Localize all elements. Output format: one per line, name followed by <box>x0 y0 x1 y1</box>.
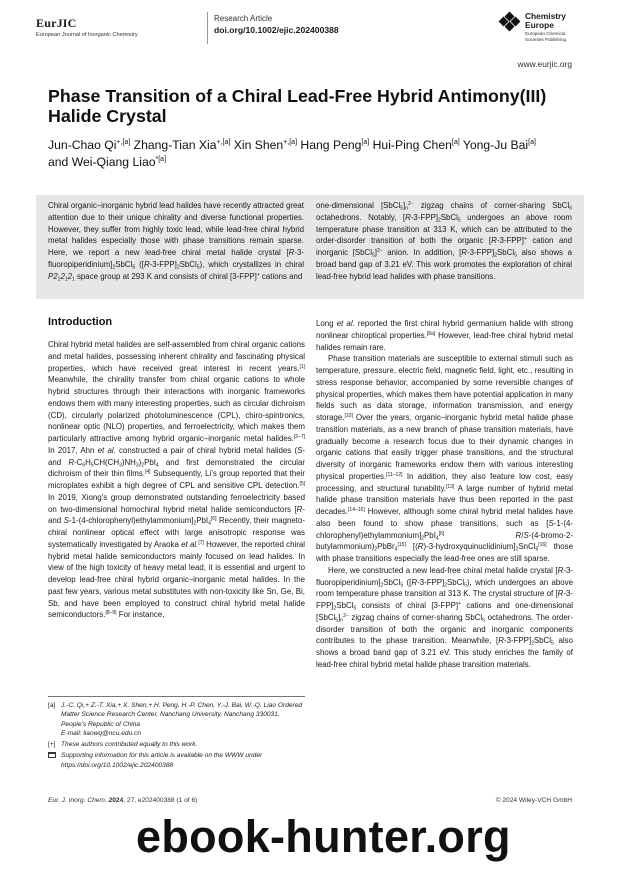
author-name: Xin Shen <box>233 138 284 152</box>
section-heading-introduction: Introduction <box>48 316 113 328</box>
author-affiliation: +,[a] <box>283 139 298 146</box>
publisher-sub-line1: European Chemical <box>525 31 566 36</box>
corresponding-email[interactable]: E-mail: liaowq@ncu.edu.cn <box>61 729 141 737</box>
author-and: and <box>48 154 69 169</box>
supporting-info-icon <box>48 752 56 758</box>
copyright-notice: © 2024 Wiley-VCH GmbH <box>495 797 572 804</box>
author-affiliation: +,[a] <box>216 139 231 146</box>
author-affiliation: [a] <box>451 139 460 146</box>
introduction-left-column <box>48 339 305 621</box>
publisher-name-line1: Chemistry <box>525 11 566 21</box>
citation-ref[interactable]: [15] <box>397 542 406 549</box>
author-name: Hang Peng <box>300 138 362 152</box>
journal-header <box>36 16 138 38</box>
introduction-right-column <box>316 318 573 671</box>
journal-abbreviation: EurJIC <box>36 16 77 30</box>
author-list <box>48 137 588 170</box>
citation-ref[interactable]: [14–16] <box>348 506 365 513</box>
author-affiliation: *[a] <box>155 155 167 163</box>
citation-ref[interactable]: [16] <box>538 542 547 549</box>
footnote-affiliation: [a] J.-C. Qi,+ Z.-T. Xia,+ X. Shen,+ H. Peng, H.-P. Chen, Y.-J. Bai, W.-Q. Liao Ordered Matter Science Research Center, Nanchang University, Nanchang 330031, People’s Republic of China E-mail: liaowq@ncu.edu.cn <box>48 702 303 737</box>
body-paragraph: Here, we constructed a new lead-free chiral metal halide crystal $[R-3-fluoropiperidinium]_2SbCl_5$ $([R-3-FPP]_2SbCl_5)$, which undergoes an above room temperature phase transition at 313 K. The crystal structure of $[R-3-FPP]_2SbCl_5$ consists of chiral [3-FPP]+ cations and one-dimensional $[SbCl_5]_n^{2-}$ zigzag chains of corner-sharing SbCl$_6$ octahedrons. The order-disorder transition of both the organic and inorganic components contributes to the phase transition. Meanwhile, $[R-3-FPP]_2SbCl_5$ also shows a broad band gap of 3.21 eV. This study enriches the family of lead-free chiral hybrid metal halide phase transition materials. <box>316 565 574 669</box>
watermark-text: ebook-hunter.org <box>136 811 511 862</box>
citation-ref[interactable]: [8a] <box>426 330 436 337</box>
citation-ref[interactable]: [4] <box>145 469 151 476</box>
publisher-sub-line2: Societies Publishing <box>525 37 567 43</box>
body-paragraph: Chiral hybrid metal halides are self-assembled from chiral organic cations and metal halides, possessing inherent chirality and fascinating physical properties, which have received great interest in recent years.[1] Meanwhile, the chirality transfer from chiral organic cations to whole hybrid structures through their interactions with inorganic frameworks endows them with many interesting properties, such as circular dichroism (CD), circularly polarized photoluminescence (CPL), chiro-spintronics, nonlinear optic (NLO) properties, and ferroelectricity, which makes them particularly attractive among hybrid organic–inorganic metal halides.[2–7] In 2017, Ahn et al. constructed a pair of chiral hybrid metal halides (S- and $R-C_6H_5CH(CH_3)NH_3)_2PbI_4$ and first demonstrated the circular dichroism of their thin films.[4] Subsequently, Li’s group reported that their microplates exhibit a high degree of CPL and sensitive CPL detection.[5] In 2019, Xiong’s group demonstrated outstanding ferroelectricity based on two-dimensional homochiral hybrid metal halide semiconductors [R- and $S-1-(4-chlorophenyl)ethylammonium]_2PbI_4[6]$ Recently, their magneto-chiral nonlinear optical effect with large anisotropic response was systematically investigated by Araoka et al.[7] However, the reported chiral hybrid metal halide semiconductors mainly focused on lead halides. In view of the high toxicity of heavy metal lead, it is essential and urgent to develop lead-free chiral hybrid organic–inorganic metal halides. In the past few years, various metal substitutes with non-toxicity like Sn, Ge, Bi, Sb, and have been employed to construct chiral hybrid metal halide semiconductors.[8–9] For instance, <box>48 340 306 620</box>
journal-website-link[interactable]: www.eurjic.org <box>517 59 572 69</box>
citation-ref[interactable]: [2–7] <box>293 433 305 440</box>
citation-ref[interactable]: [10] <box>344 412 353 419</box>
page-citation: Eur. J. Inorg. Chem. 2024, 27, e202400388 (1 of 6) <box>48 797 198 804</box>
author-affiliation: +,[a] <box>116 139 131 146</box>
citation-ref[interactable]: [6] <box>438 530 445 537</box>
citation-ref[interactable]: [1] <box>299 363 305 370</box>
footnote-equal-contribution: [+] These authors contributed equally to this work. <box>48 741 198 749</box>
body-paragraph: Long et al. reported the first chiral hybrid germanium halide with strong nonlinear chiroptical properties.[8a] However, lead-free chiral hybrid metal halides remain rare. <box>316 319 574 352</box>
chemistry-europe-logo-icon <box>500 13 520 31</box>
abstract-left-column: Chiral organic–inorganic hybrid lead halides have recently attracted great attention due to their unique chirality and diverse functional properties. However, they suffer from highly toxic lead, while lead-free chiral hybrid metal halides especially those with phase transitions remain sparse. Here, we report a new lead-free chiral metal halide crystal $[R-3-fluoropiperidinium]_2SbCl_5$ $([R-3-FPP]_2SbCl_5)$, which crystallizes in chiral $P2_12_12_1$ space group at 293 K and consists of chiral [3-FPP]+ cations and <box>48 201 304 283</box>
journal-full-name: European Journal of Inorganic Chemistry <box>36 32 138 38</box>
publisher-name-line2: Europe <box>525 20 554 30</box>
citation-ref[interactable]: [13] <box>446 483 455 490</box>
citation-ref[interactable]: [7] <box>198 539 204 546</box>
paper-title: Phase Transition of a Chiral Lead-Free Hybrid Antimony(III) Halide Crystal <box>48 86 547 126</box>
author-name: Wei-Qiang Liao <box>71 154 156 169</box>
author-affiliation: [a] <box>528 139 536 146</box>
author-affiliation: [a] <box>361 139 370 146</box>
article-type: Research Article <box>214 14 273 23</box>
author-name: Zhang-Tian Xia <box>133 138 217 152</box>
publisher-logo <box>500 12 566 43</box>
footnote-supporting-info <box>48 751 305 770</box>
footnote-divider <box>48 696 305 697</box>
citation-ref[interactable]: [11–12] <box>386 471 403 478</box>
abstract-right-column: one-dimensional $[SbCl_5]_n^{2-}$ zigzag chains of corner-sharing SbCl$_6$ octahedrons. Notably, $[R-3-FPP]_2SbCl_5$ undergoes an above room temperature phase transition at 313 K, which can be attributed to the order-disorder transition of both the organic [R-3-FPP]+ cation and inorganic [SbCl$_5$]$^{2-}$ anion. In addition, $[R-3-FPP]_2SbCl_5$ also shows a broad band gap of 3.21 eV. This work promotes the exploration of chiral lead-free hybrid lead halides with phase transitions. <box>316 200 573 281</box>
citation-ref[interactable]: [8–9] <box>105 610 117 617</box>
article-doi-link[interactable]: doi.org/10.1002/ejic.202400388 <box>214 25 339 35</box>
author-name: Jun-Chao Qi <box>48 138 117 152</box>
citation-ref[interactable]: [5] <box>299 480 305 487</box>
supporting-info-link[interactable]: Supporting information for this article is available on the WWW under https://doi.org/10.1002/ejic.202400388 <box>61 752 263 769</box>
footnotes <box>48 701 305 772</box>
header-divider <box>207 12 208 44</box>
author-name: Yong-Ju Bai <box>462 138 529 152</box>
article-info <box>214 14 339 35</box>
citation-ref[interactable]: [6] <box>210 516 217 523</box>
body-paragraph: Phase transition materials are susceptible to external stimuli such as temperature, pressure, electric field, magnetic field, light, etc., resulting in stress response behavior, accompanied by some reversible changes of physical properties, which makes them have potential application in many fields such as data storage, information transmission, and energy storage.[10] Over the years, organic–inorganic hybrid metal halide phase transition materials, as a new branch of phase transition materials, have gradually become a research focus due to their dynamic changes in organic cations that easily trigger phase transitions, and the structural diversity of inorganic frameworks endow them with various interesting physical properties.[11–12] In addition, they also feature low cost, easy processing, and structural tunability.[13] A large number of hybrid metal halide phase transition materials have thus been reported in the past decades.[14–16] However, although some chiral hybrid metal halides have also been found to show phase transitions, such as $[S-1-(4-chlorophenyl)ethylammonium]_2PbI_4[6]$ $R/S-(4-bromo-2-butylammonium)_2PbBr_4[15]$ $[(R)-3-hydroxyquinuclidinium]_2SnCl_6[16]$ those with phase transitions especially the lead-free ones are still sparse. <box>316 354 574 563</box>
author-name: Hui-Ping Chen <box>372 138 452 152</box>
